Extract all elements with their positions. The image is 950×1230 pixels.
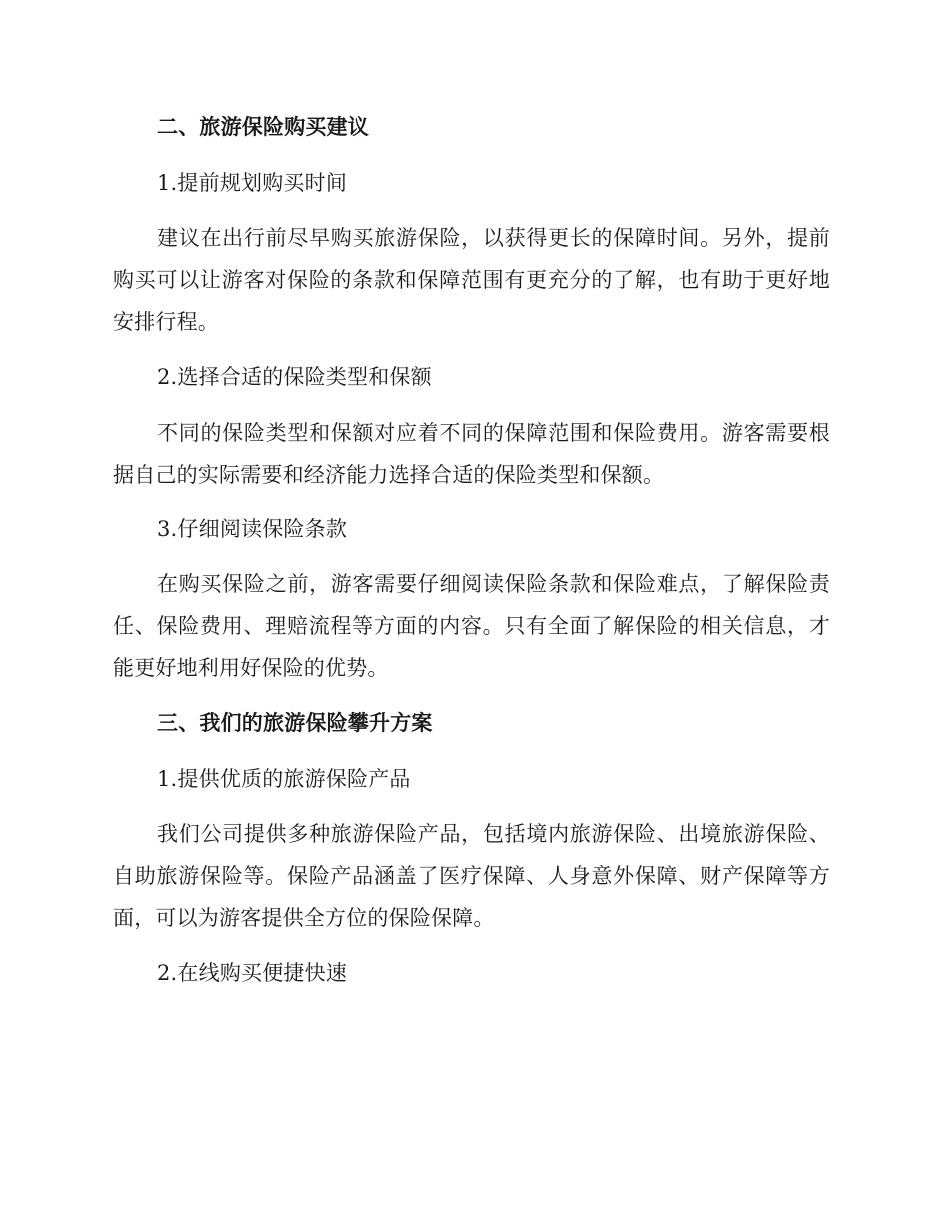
paragraph-line: 自助旅游保险等。保险产品涵盖了医疗保障、人身意外保障、财产保障等方: [113, 864, 830, 888]
paragraph-line: 面，可以为游客提供全方位的保险保障。: [113, 906, 495, 930]
section-heading: 二、旅游保险购买建议: [157, 114, 369, 139]
paragraph-line: 能更好地利用好保险的优势。: [113, 656, 389, 680]
paragraph-line: 购买可以让游客对保险的条款和保障范围有更充分的了解，也有助于更好地: [113, 268, 830, 292]
paragraph-line: 据自己的实际需要和经济能力选择合适的保险类型和保额。: [113, 463, 665, 487]
paragraph-line: 在购买保险之前，游客需要仔细阅读保险条款和保险难点，了解保险责: [157, 572, 830, 596]
paragraph-line: 我们公司提供多种旅游保险产品，包括境内旅游保险、出境旅游保险、: [157, 822, 830, 846]
paragraph-line: 不同的保险类型和保额对应着不同的保障范围和保险费用。游客需要根: [157, 421, 830, 445]
subsection-title: 2.选择合适的保险类型和保额: [157, 365, 432, 389]
subsection-title: 2.在线购买便捷快速: [157, 961, 348, 985]
paragraph-line: 安排行程。: [113, 310, 219, 334]
paragraph-line: 建议在出行前尽早购买旅游保险，以获得更长的保障时间。另外，提前: [157, 226, 830, 250]
subsection-title: 3.仔细阅读保险条款: [157, 517, 348, 541]
paragraph-line: 任、保险费用、理赔流程等方面的内容。只有全面了解保险的相关信息，才: [113, 614, 830, 638]
section-heading: 三、我们的旅游保险攀升方案: [157, 710, 433, 735]
subsection-title: 1.提前规划购买时间: [157, 171, 348, 195]
subsection-title: 1.提供优质的旅游保险产品: [157, 767, 411, 791]
